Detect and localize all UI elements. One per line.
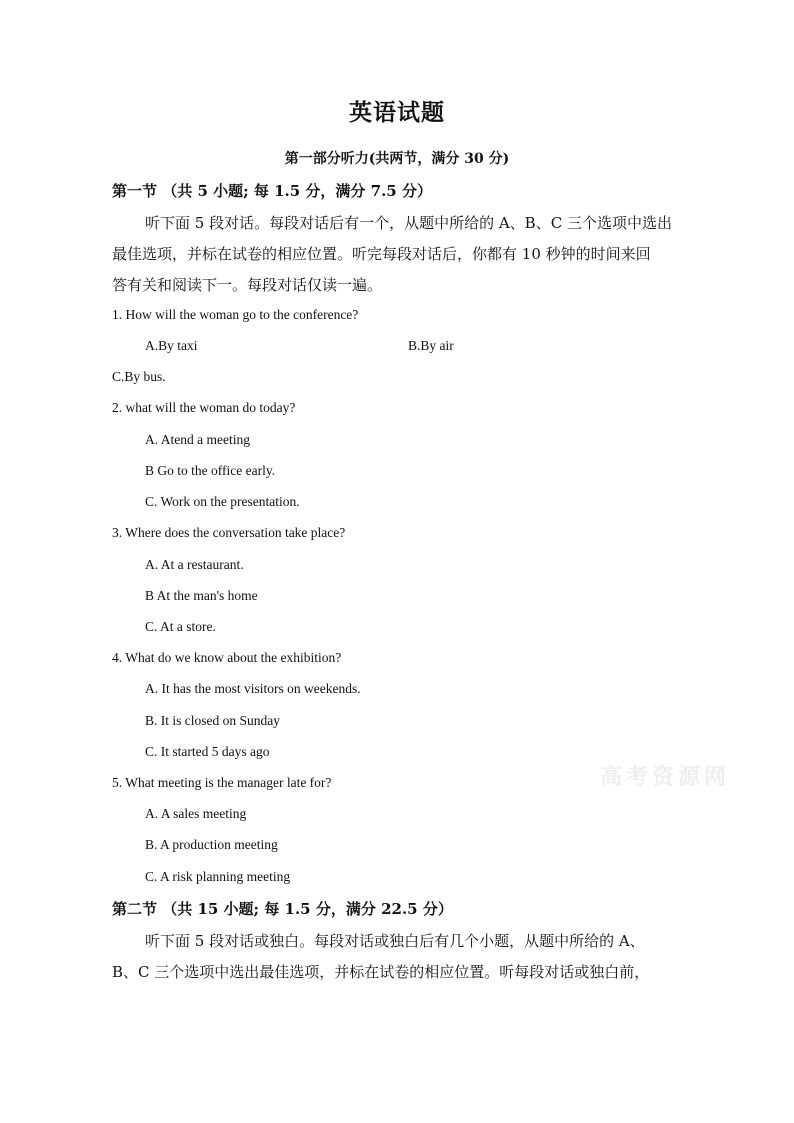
section-2-heading: 第二节 （共 15 小题; 每 1.5 分，满分 22.5 分） [112,900,453,918]
section-1-instruction-line: 答有关和阅读下一。每段对话仅读一遍。 [112,276,383,294]
question-4: 4. What do we know about the exhibition? [112,650,342,665]
question-3: 3. Where does the conversation take place? [112,525,346,540]
section-1-heading: 第一节 （共 5 小题; 每 1.5 分，满分 7.5 分） [112,182,432,200]
watermark: 高考资源网 [600,764,731,790]
question-1-option-c: C.By bus. [112,369,166,384]
question-2-option-a: A. Atend a meeting [145,432,250,447]
page-title: 英语试题 [349,99,445,126]
question-2-option-c: C. Work on the presentation. [145,494,300,509]
section-1-instruction-line: 听下面 5 段对话。每段对话后有一个，从题中所给的 A、B、C 三个选项中选出 [145,214,672,232]
question-1: 1. How will the woman go to the conference? [112,307,359,322]
section-2-instruction-line: B、C 三个选项中选出最佳选项，并标在试卷的相应位置。听每段对话或独白前， [112,963,650,981]
part-title: 第一部分听力(共两节，满分 30 分) [284,151,510,167]
section-1-instruction-line: 最佳选项，并标在试卷的相应位置。听完每段对话后，你都有 10 秒钟的时间来回 [112,245,651,263]
question-1-option-a: A.By taxi [145,338,198,353]
question-3-option-b: B At the man's home [145,588,258,603]
question-4-option-a: A. It has the most visitors on weekends. [145,681,361,696]
question-2-option-b: B Go to the office early. [145,463,276,478]
question-5-option-a: A. A sales meeting [145,806,247,821]
question-1-option-b: B.By air [408,338,454,353]
question-5: 5. What meeting is the manager late for? [112,775,332,790]
question-2: 2. what will the woman do today? [112,400,296,415]
question-5-option-c: C. A risk planning meeting [145,869,291,884]
question-3-option-c: C. At a store. [145,619,216,634]
question-4-option-c: C. It started 5 days ago [145,744,270,759]
question-5-option-b: B. A production meeting [145,837,278,852]
question-3-option-a: A. At a restaurant. [145,557,244,572]
question-4-option-b: B. It is closed on Sunday [145,713,280,728]
section-2-instruction-line: 听下面 5 段对话或独白。每段对话或独白后有几个小题，从题中所给的 A、 [145,932,645,950]
